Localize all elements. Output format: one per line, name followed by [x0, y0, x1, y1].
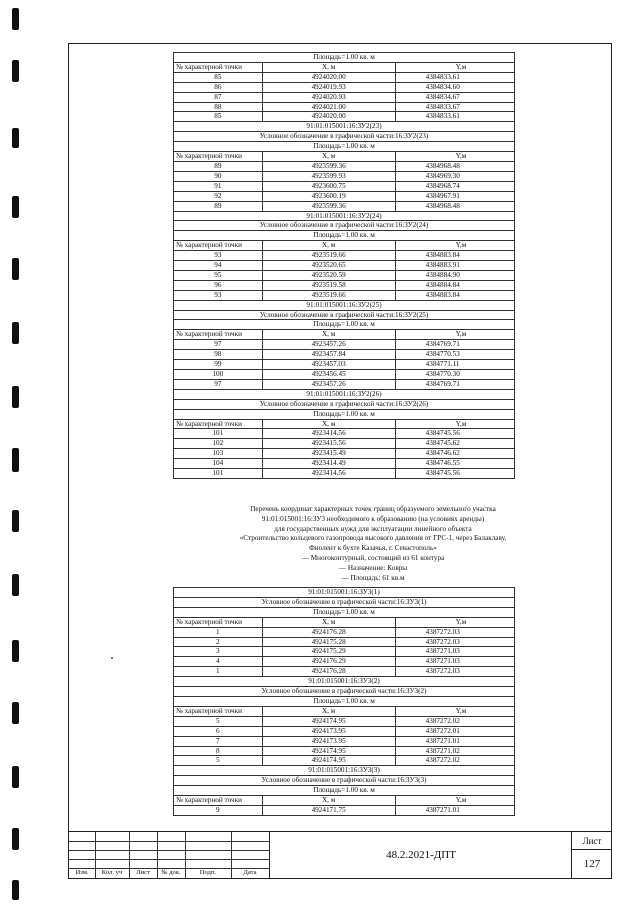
x-coordinate: 4924176.28: [262, 627, 395, 637]
point-number: 98: [174, 350, 263, 360]
binding-mark: [12, 880, 19, 900]
section-area: Площадь=1.00 кв. м: [174, 142, 515, 152]
section-area-row: [174, 53, 515, 63]
point-number: 4: [174, 657, 263, 667]
x-coordinate: 4924176.28: [262, 667, 395, 677]
header-x: X, м: [262, 152, 395, 162]
point-number: 1: [174, 627, 263, 637]
table-row: [174, 667, 515, 677]
x-coordinate: 4923519.58: [262, 280, 395, 290]
y-coordinate: 4387272.03: [395, 627, 514, 637]
section-designation: Условное обозначение в графической части:16:ЗУ3(3): [174, 776, 515, 786]
table-row: [174, 112, 515, 122]
table-row: [174, 736, 515, 746]
x-coordinate: 4924173.95: [262, 736, 395, 746]
table-row: [174, 449, 515, 459]
binding-mark: [12, 702, 19, 724]
x-coordinate: 4924175.29: [262, 647, 395, 657]
y-coordinate: 4384969.30: [395, 171, 514, 181]
point-number: 97: [174, 340, 263, 350]
header-x: X, м: [262, 419, 395, 429]
x-coordinate: 4923519.66: [262, 251, 395, 261]
table-row: [174, 360, 515, 370]
table-header-row: [174, 62, 515, 72]
table-row: [174, 280, 515, 290]
table-row: [174, 171, 515, 181]
table-row: [174, 261, 515, 271]
binding-mark: [12, 510, 19, 532]
section-area: Площадь=1.00 кв. м: [174, 53, 515, 63]
x-coordinate: 4923414.49: [262, 459, 395, 469]
stamp-grid: [69, 832, 269, 878]
table-row: [174, 102, 515, 112]
point-number: 85: [174, 72, 263, 82]
table-row: [174, 340, 515, 350]
point-number: 91: [174, 181, 263, 191]
header-point: № характерной точки: [174, 330, 263, 340]
table-row: [174, 191, 515, 201]
section-area-row: [174, 607, 515, 617]
x-coordinate: 4923600.75: [262, 181, 395, 191]
section-id: 91:01:015001:16:ЗУ3(3): [174, 766, 515, 776]
section-area-row: [174, 142, 515, 152]
point-number: 93: [174, 290, 263, 300]
header-x: X, м: [262, 62, 395, 72]
title-line: 91:01:015001:16:ЗУ3 необходимого к образованию (на условиях аренды): [261, 514, 485, 523]
document-code: 48.2.2021-ДПТ: [269, 832, 572, 878]
section-id-row: [174, 389, 515, 399]
point-number: 96: [174, 280, 263, 290]
y-coordinate: 4384883.84: [395, 251, 514, 261]
title-line: — Назначение: Ковры: [338, 563, 408, 572]
title-line: Перечень координат характерных точек границ образуемого земельного участка: [250, 505, 496, 513]
table-row: [174, 756, 515, 766]
table-header-row: [174, 241, 515, 251]
section-designation-row: [174, 687, 515, 697]
x-coordinate: 4924020.00: [262, 72, 395, 82]
point-number: 94: [174, 261, 263, 271]
section-id-row: [174, 211, 515, 221]
table-row: [174, 370, 515, 380]
point-number: 89: [174, 201, 263, 211]
title-line: для государственных нужд для эксплуатации линейного объекта: [274, 524, 472, 533]
y-coordinate: 4387271.03: [395, 657, 514, 667]
y-coordinate: 4387271.01: [395, 805, 514, 815]
section-designation-row: [174, 221, 515, 231]
table-header-row: [174, 617, 515, 627]
table-row: [174, 805, 515, 815]
section-id-row: [174, 122, 515, 132]
binding-mark: [12, 196, 19, 218]
section-id: 91:01:015001:16:ЗУ3(2): [174, 677, 515, 687]
table-header-row: [174, 152, 515, 162]
header-y: Y,м: [395, 617, 514, 627]
document-frame: [68, 43, 612, 879]
y-coordinate: 4384770.30: [395, 370, 514, 380]
point-number: 89: [174, 161, 263, 171]
x-coordinate: 4923599.36: [262, 201, 395, 211]
point-number: 97: [174, 379, 263, 389]
table-row: [174, 647, 515, 657]
table-row: [174, 379, 515, 389]
point-number: 99: [174, 360, 263, 370]
x-coordinate: 4924020.93: [262, 92, 395, 102]
binding-mark: [12, 640, 19, 662]
section-id: 91:01:015001:16:ЗУ2(24): [174, 211, 515, 221]
point-number: 5: [174, 756, 263, 766]
section-area-row: [174, 231, 515, 241]
header-point: № характерной точки: [174, 617, 263, 627]
table-row: [174, 716, 515, 726]
table-header-row: [174, 419, 515, 429]
section-area: Площадь=1.00 кв. м: [174, 786, 515, 796]
y-coordinate: 4384833.61: [395, 112, 514, 122]
point-number: 9: [174, 805, 263, 815]
point-number: 104: [174, 459, 263, 469]
table-row: [174, 181, 515, 191]
header-point: № характерной точки: [174, 419, 263, 429]
table-header-row: [174, 706, 515, 716]
header-x: X, м: [262, 706, 395, 716]
x-coordinate: 4923415.56: [262, 439, 395, 449]
title-line: — Площадь: 61 кв.м: [341, 573, 405, 582]
point-number: 101: [174, 429, 263, 439]
y-coordinate: 4384771.11: [395, 360, 514, 370]
y-coordinate: 4387272.01: [395, 726, 514, 736]
binding-mark: [12, 322, 19, 344]
header-point: № характерной точки: [174, 796, 263, 806]
point-number: 7: [174, 736, 263, 746]
coordinates-tables-bottom: [173, 587, 515, 816]
coordinates-tables-top: [173, 52, 515, 479]
y-coordinate: 4387271.03: [395, 647, 514, 657]
stamp-col-label: Дата: [243, 869, 257, 876]
table-row: [174, 350, 515, 360]
binding-mark: [12, 386, 19, 408]
point-number: 2: [174, 637, 263, 647]
y-coordinate: 4384834.67: [395, 92, 514, 102]
table-row: [174, 82, 515, 92]
stamp-col-label: Подп.: [199, 869, 217, 876]
section-id: 91:01:015001:16:ЗУ2(23): [174, 122, 515, 132]
section-area-row: [174, 320, 515, 330]
point-number: 86: [174, 82, 263, 92]
section-designation-row: [174, 776, 515, 786]
table-row: [174, 459, 515, 469]
header-point: № характерной точки: [174, 706, 263, 716]
table-row: [174, 251, 515, 261]
table-row: [174, 439, 515, 449]
table-row: [174, 290, 515, 300]
header-point: № характерной точки: [174, 241, 263, 251]
binding-mark: [12, 128, 19, 148]
section-designation: Условное обозначение в графической части:16:ЗУ2(26): [174, 399, 515, 409]
header-x: X, м: [262, 617, 395, 627]
x-coordinate: 4923520.65: [262, 261, 395, 271]
table-header-row: [174, 796, 515, 806]
stamp-col-label: № док.: [161, 869, 181, 876]
x-coordinate: 4923520.59: [262, 270, 395, 280]
section-id: 91:01:015001:16:ЗУ3(1): [174, 588, 515, 598]
header-point: № характерной точки: [174, 62, 263, 72]
y-coordinate: 4384769.71: [395, 340, 514, 350]
y-coordinate: 4384745.56: [395, 429, 514, 439]
section-area: Площадь=1.00 кв. м: [174, 231, 515, 241]
table-header-row: [174, 330, 515, 340]
x-coordinate: 4924021.00: [262, 102, 395, 112]
section-designation: Условное обозначение в графической части:16:ЗУ2(25): [174, 310, 515, 320]
section-area-row: [174, 786, 515, 796]
x-coordinate: 4924173.95: [262, 726, 395, 736]
y-coordinate: 4384745.56: [395, 469, 514, 479]
table-row: [174, 270, 515, 280]
table-row: [174, 161, 515, 171]
section-id-row: [174, 677, 515, 687]
point-number: 8: [174, 746, 263, 756]
point-number: 102: [174, 439, 263, 449]
x-coordinate: 4923457.03: [262, 360, 395, 370]
table-row: [174, 627, 515, 637]
x-coordinate: 4924175.28: [262, 637, 395, 647]
y-coordinate: 4384883.91: [395, 261, 514, 271]
binding-mark: [12, 828, 19, 850]
table-row: [174, 429, 515, 439]
stamp-col-label: Кол. уч: [101, 869, 123, 876]
title-line: «Строительство кольцевого газопровода высокого давления от ГРС-1, через Балаклаву,: [239, 534, 507, 543]
y-coordinate: 4384833.67: [395, 102, 514, 112]
section-id-row: [174, 766, 515, 776]
x-coordinate: 4923599.93: [262, 171, 395, 181]
x-coordinate: 4923414.56: [262, 429, 395, 439]
section-id: 91:01:015001:16:ЗУ2(26): [174, 389, 515, 399]
coordinates-table: [173, 52, 515, 479]
plot-description: [173, 505, 573, 583]
section-area-row: [174, 409, 515, 419]
point-number: 101: [174, 469, 263, 479]
x-coordinate: 4923600.19: [262, 191, 395, 201]
point-number: 90: [174, 171, 263, 181]
y-coordinate: 4387271.01: [395, 736, 514, 746]
sheet-box: [571, 832, 612, 878]
point-number: 93: [174, 251, 263, 261]
y-coordinate: 4387272.02: [395, 716, 514, 726]
y-coordinate: 4384884.84: [395, 280, 514, 290]
y-coordinate: 4387272.03: [395, 637, 514, 647]
table-row: [174, 746, 515, 756]
title-line: Фиолент к бухте Казачья, г. Севастополь»: [309, 544, 437, 553]
y-coordinate: 4384968.48: [395, 201, 514, 211]
point-number: 88: [174, 102, 263, 112]
stamp-col-label: Изм.: [75, 869, 89, 876]
x-coordinate: 4923456.45: [262, 370, 395, 380]
x-coordinate: 4924019.93: [262, 82, 395, 92]
y-coordinate: 4387272.03: [395, 667, 514, 677]
sheet-number: 127: [583, 857, 601, 870]
header-x: X, м: [262, 330, 395, 340]
y-coordinate: 4384746.62: [395, 449, 514, 459]
title-stamp: [69, 831, 611, 878]
x-coordinate: 4923599.36: [262, 161, 395, 171]
title-line: — Многоконтурный, состоящий из 61 контура: [301, 553, 445, 562]
table-row: [174, 657, 515, 667]
section-designation-row: [174, 399, 515, 409]
y-coordinate: 4384770.53: [395, 350, 514, 360]
stamp-col-label: Лист: [136, 869, 150, 876]
binding-mark: [12, 60, 19, 82]
point-number: 3: [174, 647, 263, 657]
section-area: Площадь=1.00 кв. м: [174, 696, 515, 706]
x-coordinate: 4923457.26: [262, 340, 395, 350]
y-coordinate: 4384967.91: [395, 191, 514, 201]
section-area: Площадь=1.00 кв. м: [174, 607, 515, 617]
y-coordinate: 4384884.90: [395, 270, 514, 280]
section-area: Площадь=1.00 кв. м: [174, 320, 515, 330]
x-coordinate: 4923457.26: [262, 379, 395, 389]
x-coordinate: 4923414.56: [262, 469, 395, 479]
x-coordinate: 4924174.95: [262, 756, 395, 766]
point-number: 100: [174, 370, 263, 380]
section-designation: Условное обозначение в графической части:16:ЗУ2(24): [174, 221, 515, 231]
header-y: Y,м: [395, 62, 514, 72]
x-coordinate: 4924174.95: [262, 746, 395, 756]
y-coordinate: 4384833.61: [395, 72, 514, 82]
section-designation: Условное обозначение в графической части:16:ЗУ2(23): [174, 132, 515, 142]
binding-mark: [12, 766, 19, 788]
section-designation-row: [174, 597, 515, 607]
y-coordinate: 4384883.84: [395, 290, 514, 300]
section-designation: Условное обозначение в графической части:16:ЗУ3(1): [174, 597, 515, 607]
header-y: Y,м: [395, 796, 514, 806]
table-row: [174, 637, 515, 647]
point-number: 5: [174, 716, 263, 726]
section-designation-row: [174, 132, 515, 142]
binding-mark: [12, 448, 19, 472]
x-coordinate: 4924171.75: [262, 805, 395, 815]
section-designation-row: [174, 310, 515, 320]
coordinates-table: [173, 587, 515, 816]
binding-mark: [12, 8, 19, 30]
binding-mark: [12, 258, 19, 280]
x-coordinate: 4924176.29: [262, 657, 395, 667]
y-coordinate: 4384745.62: [395, 439, 514, 449]
y-coordinate: 4384968.48: [395, 161, 514, 171]
point-number: 6: [174, 726, 263, 736]
section-id-row: [174, 588, 515, 598]
y-coordinate: 4384968.74: [395, 181, 514, 191]
header-y: Y,м: [395, 241, 514, 251]
point-number: 1: [174, 667, 263, 677]
header-y: Y,м: [395, 419, 514, 429]
section-area-row: [174, 696, 515, 706]
point-number: 92: [174, 191, 263, 201]
point-number: 87: [174, 92, 263, 102]
table-row: [174, 72, 515, 82]
x-coordinate: 4923415.49: [262, 449, 395, 459]
header-point: № характерной точки: [174, 152, 263, 162]
point-number: 95: [174, 270, 263, 280]
x-coordinate: 4924020.00: [262, 112, 395, 122]
y-coordinate: 4387272.02: [395, 756, 514, 766]
x-coordinate: 4923519.66: [262, 290, 395, 300]
table-row: [174, 469, 515, 479]
header-y: Y,м: [395, 706, 514, 716]
y-coordinate: 4387271.02: [395, 746, 514, 756]
x-coordinate: 4924174.95: [262, 716, 395, 726]
header-x: X, м: [262, 241, 395, 251]
x-coordinate: 4923457.84: [262, 350, 395, 360]
point-number: 85: [174, 112, 263, 122]
table-row: [174, 726, 515, 736]
section-id-row: [174, 300, 515, 310]
section-area: Площадь=1.00 кв. м: [174, 409, 515, 419]
point-number: 103: [174, 449, 263, 459]
header-x: X, м: [262, 796, 395, 806]
table-row: [174, 201, 515, 211]
table-row: [174, 92, 515, 102]
sheet-label: Лист: [572, 832, 612, 850]
section-designation: Условное обозначение в графической части:16:ЗУ3(2): [174, 687, 515, 697]
section-id: 91:01:015001:16:ЗУ2(25): [174, 300, 515, 310]
y-coordinate: 4384769.71: [395, 379, 514, 389]
header-y: Y,м: [395, 330, 514, 340]
binding-mark: [12, 574, 19, 596]
y-coordinate: 4384834.60: [395, 82, 514, 92]
y-coordinate: 4384746.55: [395, 459, 514, 469]
header-y: Y,м: [395, 152, 514, 162]
